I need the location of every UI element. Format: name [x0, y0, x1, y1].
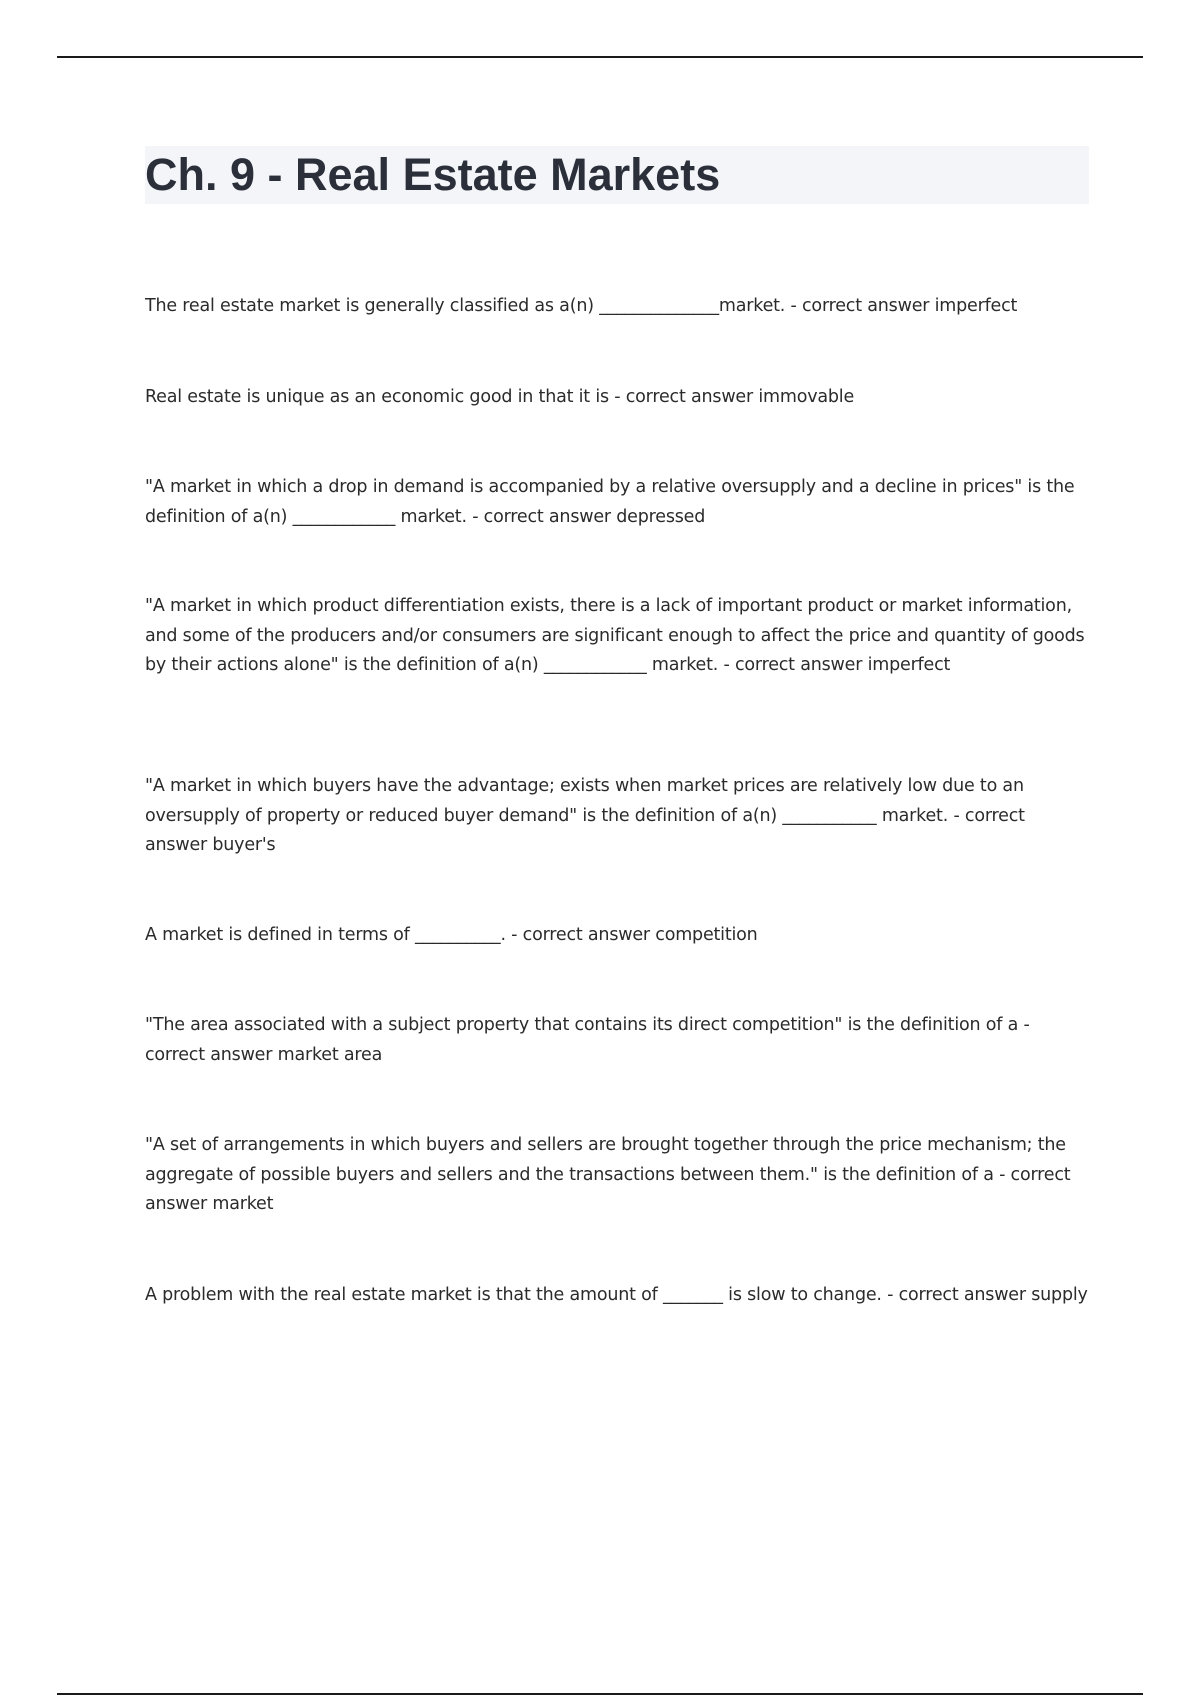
qa-item-4: "A market in which product differentiation exists, there is a lack of important product or market information, and some of the producers and/or consumers are significant enough to affect the price and quantity of goods by their actions alone" is the definition of a(n) ____________ market. - correct answer imperfect: [145, 596, 1085, 675]
qa-item-5: "A market in which buyers have the advantage; exists when market prices are relatively low due to an oversupply of property or reduced buyer demand" is the definition of a(n) ___________ market. - correct answer buyer's: [145, 776, 1025, 855]
qa-item-2: Real estate is unique as an economic good in that it is - correct answer immovable: [145, 387, 855, 407]
title-band: [145, 146, 1089, 204]
qa-item-8: "A set of arrangements in which buyers and sellers are brought together through the price mechanism; the aggregate of possible buyers and sellers and the transactions between them." is the definition of a - correct answer market: [145, 1135, 1071, 1214]
page-title: Ch. 9 - Real Estate Markets: [145, 149, 721, 200]
qa-item-7: "The area associated with a subject property that contains its direct competition" is the definition of a - correct answer market area: [145, 1015, 1030, 1065]
qa-item-9: A problem with the real estate market is that the amount of _______ is slow to change. - correct answer supply: [145, 1285, 1088, 1305]
top-rule: [57, 56, 1143, 58]
bottom-rule: [57, 1693, 1143, 1695]
qa-item-1: The real estate market is generally classified as a(n) ______________market. - correct answer imperfect: [145, 296, 1018, 316]
qa-item-6: A market is defined in terms of __________. - correct answer competition: [145, 925, 758, 945]
qa-item-3: "A market in which a drop in demand is accompanied by a relative oversupply and a decline in prices" is the definition of a(n) ____________ market. - correct answer depressed: [145, 477, 1075, 527]
